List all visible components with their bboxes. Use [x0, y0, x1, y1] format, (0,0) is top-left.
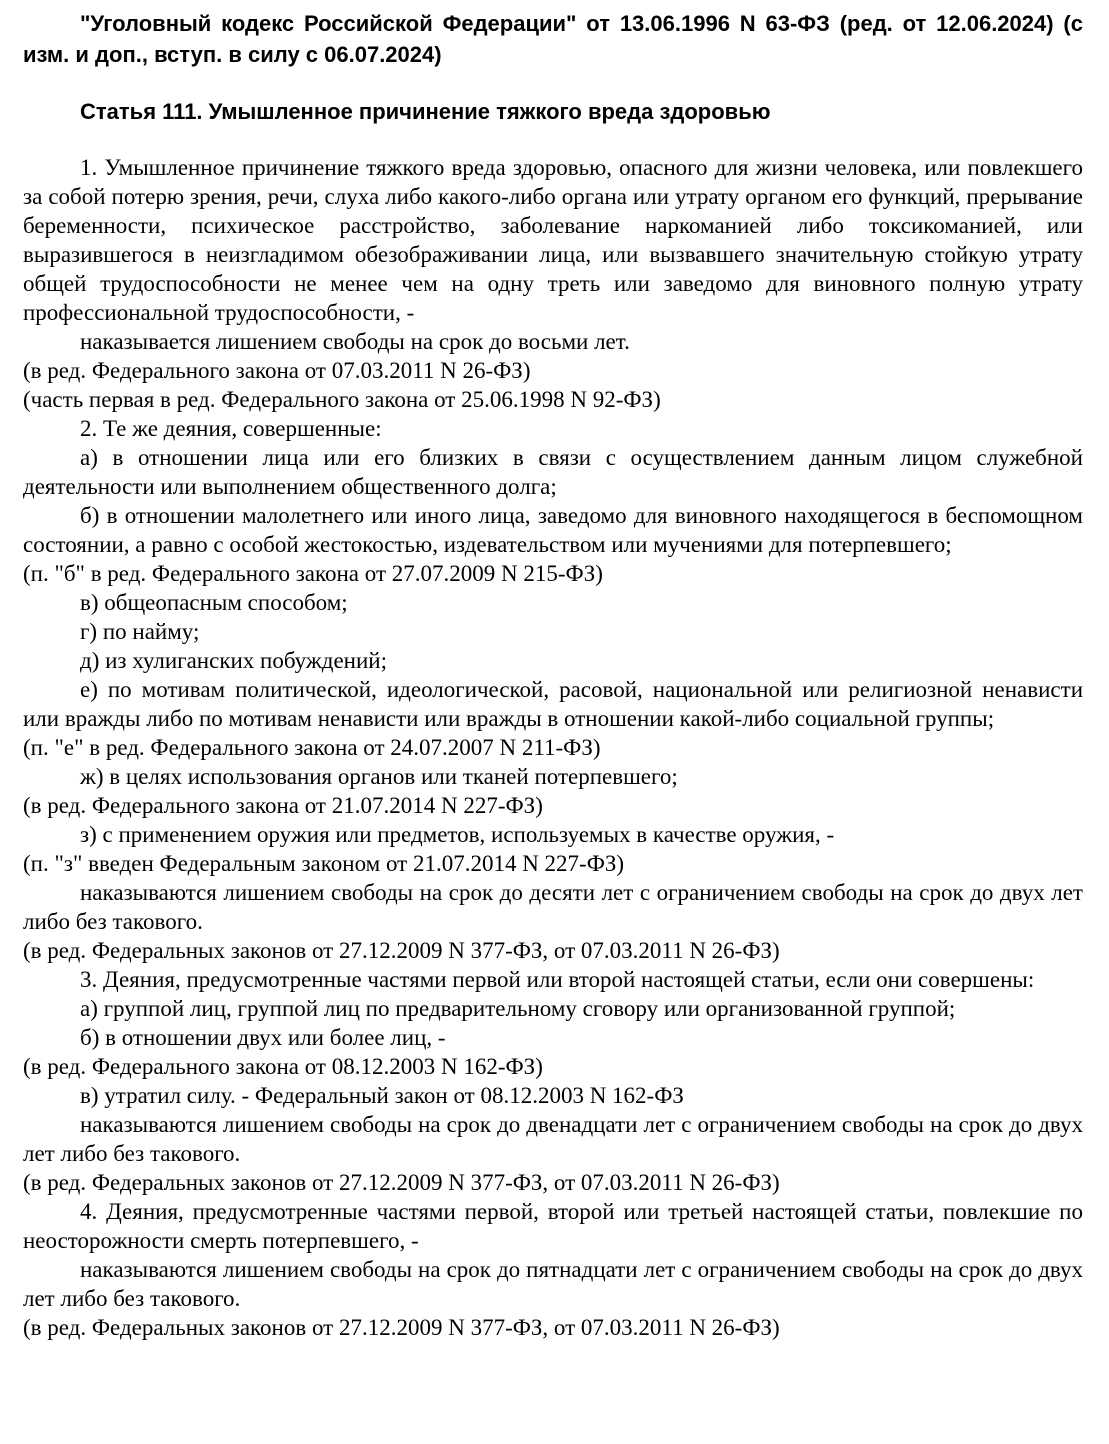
paragraph: наказываются лишением свободы на срок до десяти лет с ограничением свободы на срок до двух лет либо без такового.	[23, 880, 1083, 934]
paragraph: г) по найму;	[80, 619, 200, 644]
amendment-note: (часть первая в ред. Федерального закона от 25.06.1998 N 92-ФЗ)	[23, 387, 661, 412]
amendment-note: (в ред. Федерального закона от 08.12.2003 N 162-ФЗ)	[23, 1054, 543, 1079]
amendment-note: (в ред. Федерального закона от 07.03.2011 N 26-ФЗ)	[23, 358, 531, 383]
paragraph: 3. Деяния, предусмотренные частями первой или второй настоящей статьи, если они совершены:	[80, 967, 1035, 992]
paragraph: 2. Те же деяния, совершенные:	[80, 416, 382, 441]
amendment-note: (п. "з" введен Федеральным законом от 21.07.2014 N 227-ФЗ)	[23, 851, 625, 876]
paragraph: наказываются лишением свободы на срок до пятнадцати лет с ограничением свободы на срок до двух лет либо без такового.	[23, 1257, 1083, 1311]
paragraph: ж) в целях использования органов или тканей потерпевшего;	[80, 764, 678, 789]
amendment-note: (в ред. Федеральных законов от 27.12.2009 N 377-ФЗ, от 07.03.2011 N 26-ФЗ)	[23, 1170, 780, 1195]
amendment-note: (п. "б" в ред. Федерального закона от 27.07.2009 N 215-ФЗ)	[23, 561, 603, 586]
paragraph: в) общеопасным способом;	[80, 590, 348, 615]
document-title: "Уголовный кодекс Российской Федерации" от 13.06.1996 N 63-ФЗ (ред. от 12.06.2024) (с изм. и доп., вступ. в силу с 06.07.2024)	[23, 11, 1083, 67]
paragraph: а) группой лиц, группой лиц по предварительному сговору или организованной группой;	[80, 996, 956, 1021]
paragraph: в) утратил силу. - Федеральный закон от 08.12.2003 N 162-ФЗ	[80, 1083, 684, 1108]
paragraph: 1. Умышленное причинение тяжкого вреда здоровью, опасного для жизни человека, или повлекшего за собой потерю зрения, речи, слуха либо какого-либо органа или утрату органом его функций, прерывание беременности, психическое расстройство, заболевание наркоманией либо токсикоманией, или выразившегося в неизгладимом обезображивании лица, или вызвавшего значительную стойкую утрату общей трудоспособности не менее чем на одну треть или заведомо для виновного полную утрату профессиональной трудоспособности, -	[23, 155, 1083, 325]
paragraph: е) по мотивам политической, идеологической, расовой, национальной или религиозной ненависти или вражды либо по мотивам ненависти или вражды в отношении какой-либо социальной группы;	[23, 677, 1083, 731]
amendment-note: (в ред. Федерального закона от 21.07.2014 N 227-ФЗ)	[23, 793, 543, 818]
paragraph: а) в отношении лица или его близких в связи с осуществлением данным лицом служебной деятельности или выполнением общественного долга;	[23, 445, 1083, 499]
amendment-note: (п. "е" в ред. Федерального закона от 24.07.2007 N 211-ФЗ)	[23, 735, 601, 760]
paragraph: 4. Деяния, предусмотренные частями первой, второй или третьей настоящей статьи, повлекшие по неосторожности смерть потерпевшего, -	[23, 1199, 1083, 1253]
paragraph: з) с применением оружия или предметов, используемых в качестве оружия, -	[80, 822, 835, 847]
paragraph: д) из хулиганских побуждений;	[80, 648, 387, 673]
paragraph: б) в отношении малолетнего или иного лица, заведомо для виновного находящегося в беспомощном состоянии, а равно с особой жестокостью, издевательством или мучениями для потерпевшего;	[23, 503, 1083, 557]
article-body	[23, 153, 1083, 1342]
amendment-note: (в ред. Федеральных законов от 27.12.2009 N 377-ФЗ, от 07.03.2011 N 26-ФЗ)	[23, 1315, 780, 1340]
amendment-note: (в ред. Федеральных законов от 27.12.2009 N 377-ФЗ, от 07.03.2011 N 26-ФЗ)	[23, 938, 780, 963]
paragraph: б) в отношении двух или более лиц, -	[80, 1025, 446, 1050]
paragraph: наказывается лишением свободы на срок до восьми лет.	[80, 329, 630, 354]
paragraph: наказываются лишением свободы на срок до двенадцати лет с ограничением свободы на срок до двух лет либо без такового.	[23, 1112, 1083, 1166]
article-heading: Статья 111. Умышленное причинение тяжкого вреда здоровью	[80, 99, 771, 124]
